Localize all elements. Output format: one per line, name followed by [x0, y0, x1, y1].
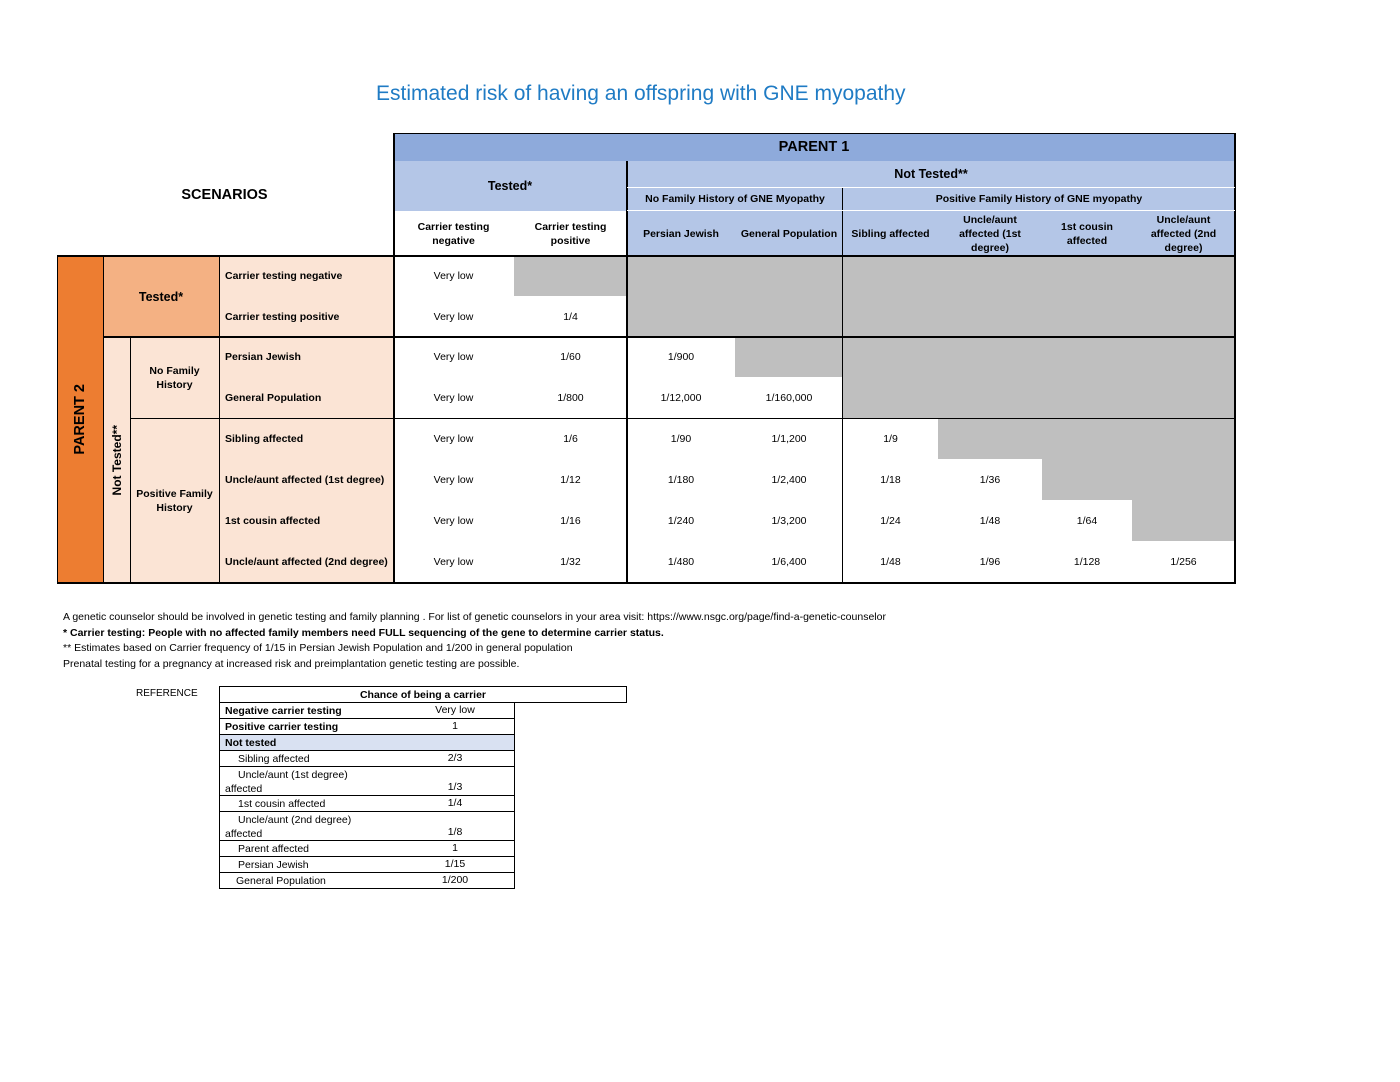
parent2-no-family-history-header: No Family History: [130, 337, 219, 418]
grid-line: [627, 187, 1235, 188]
grid-line: [57, 255, 1236, 257]
reference-row-label-line2: affected: [225, 783, 263, 795]
reference-row-value: 1/200: [441, 874, 469, 886]
reference-row-label: General Population: [236, 875, 326, 887]
risk-cell: 1/18: [880, 473, 901, 486]
risk-cell: Very low: [433, 270, 474, 282]
gray-cell: [938, 418, 1235, 459]
row-label-general-population: General Population: [219, 377, 393, 418]
reference-row-label-line1: Uncle/aunt (1st degree): [238, 769, 348, 781]
grid-line: [1234, 133, 1236, 584]
reference-row: [219, 703, 515, 719]
risk-cell: 1/800: [557, 391, 584, 404]
risk-cell: Very low: [433, 432, 474, 445]
note-prenatal: Prenatal testing for a pregnancy at increased risk and preimplantation genetic testing are possible.: [63, 657, 520, 670]
grid-line: [130, 418, 1236, 419]
col-header-sibling-affected: Sibling affected: [843, 211, 938, 256]
reference-row-label: Positive carrier testing: [225, 721, 339, 733]
risk-cell: 1/256: [1170, 556, 1197, 568]
risk-cell: 1/6,400: [771, 556, 807, 568]
note-estimates: ** Estimates based on Carrier frequency of 1/15 in Persian Jewish Population and 1/200 in general population: [63, 642, 573, 654]
risk-cell: 1/16: [560, 514, 581, 527]
col-header-carrier-negative: Carrier testing negative: [417, 220, 490, 247]
risk-cell: Very low: [433, 391, 474, 404]
risk-cell: 1/12: [560, 473, 581, 486]
risk-cell: 1/160,000: [765, 391, 813, 404]
grid-line: [393, 133, 1236, 134]
risk-cell: 1/96: [979, 556, 1001, 568]
grid-line: [103, 336, 1236, 338]
reference-row-label-line1: Uncle/aunt (2nd degree): [238, 814, 352, 826]
note-carrier-testing: * Carrier testing: People with no affected family members need FULL sequencing of the gene to determine carrier status.: [63, 626, 664, 639]
risk-cell: Very low: [433, 310, 474, 323]
row-label-1st-cousin: 1st cousin affected: [219, 500, 393, 541]
risk-cell: 1/9: [883, 432, 898, 445]
reference-row-value: 2/3: [447, 752, 463, 764]
reference-row: [219, 735, 515, 751]
risk-cell: 1/48: [880, 556, 901, 568]
row-label-uncle-aunt-2nd: Uncle/aunt affected (2nd degree): [219, 541, 393, 583]
risk-cell: 1/480: [667, 556, 695, 568]
risk-cell: Very low: [433, 556, 474, 568]
parent1-tested-header: Tested*: [393, 161, 627, 211]
reference-row-label: [225, 813, 352, 841]
reference-row-label: Negative carrier testing: [225, 705, 342, 717]
parent1-not-tested-header: Not Tested**: [627, 161, 1235, 187]
risk-cell: 1/90: [670, 432, 692, 445]
risk-cell: 1/128: [1073, 556, 1101, 568]
risk-cell: 1/36: [979, 473, 1001, 486]
row-label-uncle-aunt-1st: Uncle/aunt affected (1st degree): [219, 459, 393, 500]
gray-cell: [1132, 500, 1235, 541]
grid-line: [626, 161, 628, 583]
col-header-persian-jewish: Persian Jewish: [627, 211, 735, 256]
col-header-uncle-aunt-2nd: Uncle/aunt affected (2nd degree): [1132, 211, 1235, 256]
risk-cell: 1/240: [667, 514, 695, 527]
parent2-not-tested-header: [103, 337, 130, 583]
gray-cell: [514, 256, 627, 296]
risk-cell: Very low: [433, 351, 474, 363]
risk-cell: 1/60: [560, 351, 581, 363]
notes: [63, 610, 886, 672]
row-label-carrier-negative: Carrier testing negative: [219, 256, 393, 296]
risk-cell: 1/1,200: [771, 432, 807, 445]
note-counselor: A genetic counselor should be involved in genetic testing and family planning . For list of genetic counselors in your area visit: https://www.nsgc.org/page/find-a-genetic-counselor: [63, 611, 886, 623]
gray-cell: [627, 256, 1235, 337]
risk-cell: Very low: [433, 473, 474, 486]
risk-cell: 1/4: [563, 310, 578, 323]
parent1-positive-family-history-header: Positive Family History of GNE myopathy: [843, 187, 1235, 211]
reference-row: [219, 841, 515, 857]
risk-cell: Very low: [433, 514, 474, 527]
reference-row-value: 1/8: [447, 826, 463, 838]
reference-row-value: Very low: [435, 704, 475, 716]
gray-cell: [735, 337, 1235, 377]
col-header-general-population: General Population: [735, 211, 843, 256]
scenarios-label: SCENARIOS: [181, 187, 268, 203]
parent2-positive-family-history-header: Positive Family History: [130, 418, 219, 583]
grid-line: [393, 133, 395, 583]
reference-row: [219, 857, 515, 873]
gray-cell: [843, 377, 1235, 418]
grid-line: [103, 255, 104, 584]
row-label-persian-jewish: Persian Jewish: [219, 337, 393, 377]
risk-cell: 1/32: [560, 556, 581, 568]
col-header-uncle-aunt-1st: Uncle/aunt affected (1st degree): [938, 211, 1042, 256]
reference-row-label: Parent affected: [238, 843, 310, 855]
parent1-header: PARENT 1: [393, 133, 1235, 161]
grid-line: [57, 255, 58, 584]
risk-cell: 1/64: [1076, 514, 1098, 527]
parent2-not-tested-label: Not Tested**: [109, 424, 124, 496]
parent1-no-family-history-header: No Family History of GNE Myopathy: [627, 187, 843, 211]
gray-cell: [1042, 459, 1235, 500]
grid-line: [219, 255, 220, 584]
reference-row-label: Sibling affected: [238, 753, 310, 765]
row-label-sibling-affected: Sibling affected: [219, 418, 393, 459]
grid-line: [842, 187, 843, 583]
parent2-header: [57, 256, 103, 583]
risk-cell: 1/48: [979, 514, 1001, 527]
reference-row-value: 1/3: [447, 781, 463, 793]
reference-row: [219, 812, 515, 841]
risk-cell: 1/24: [880, 514, 901, 527]
risk-cell: 1/6: [563, 432, 578, 445]
reference-row: [219, 873, 515, 889]
risk-cell: 1/12,000: [660, 391, 702, 404]
grid-line: [130, 337, 131, 584]
reference-header: Chance of being a carrier: [219, 686, 627, 703]
risk-cell: 1/900: [667, 351, 695, 363]
reference-label: REFERENCE: [136, 688, 198, 699]
reference-row-label-line2: affected: [225, 828, 263, 840]
row-label-carrier-positive: Carrier testing positive: [219, 296, 393, 337]
grid-line: [57, 582, 1236, 584]
reference-row-value: 1: [452, 720, 458, 732]
reference-row-label: [225, 768, 348, 796]
col-header-carrier-positive: Carrier testing positive: [534, 220, 607, 247]
reference-row-value: 1/4: [447, 797, 463, 809]
grid-line: [627, 210, 1235, 211]
risk-cell: 1/3,200: [771, 514, 807, 527]
reference-row-value: 1: [452, 842, 458, 854]
risk-cell: 1/180: [667, 473, 695, 486]
reference-row: [219, 796, 515, 812]
page-title: Estimated risk of having an offspring with GNE myopathy: [376, 82, 906, 105]
reference-row: [219, 751, 515, 767]
parent2-label: PARENT 2: [72, 384, 88, 455]
risk-cell: 1/2,400: [771, 473, 807, 486]
reference-row-label: 1st cousin affected: [238, 798, 326, 810]
reference-row: [219, 719, 515, 735]
parent2-tested-header: Tested*: [103, 256, 219, 337]
reference-row-label: Not tested: [225, 737, 277, 749]
col-header-1st-cousin: 1st cousin affected: [1042, 211, 1132, 256]
reference-row-label: Persian Jewish: [238, 859, 309, 871]
reference-row: [219, 767, 515, 796]
reference-row-value: 1/15: [444, 858, 466, 870]
